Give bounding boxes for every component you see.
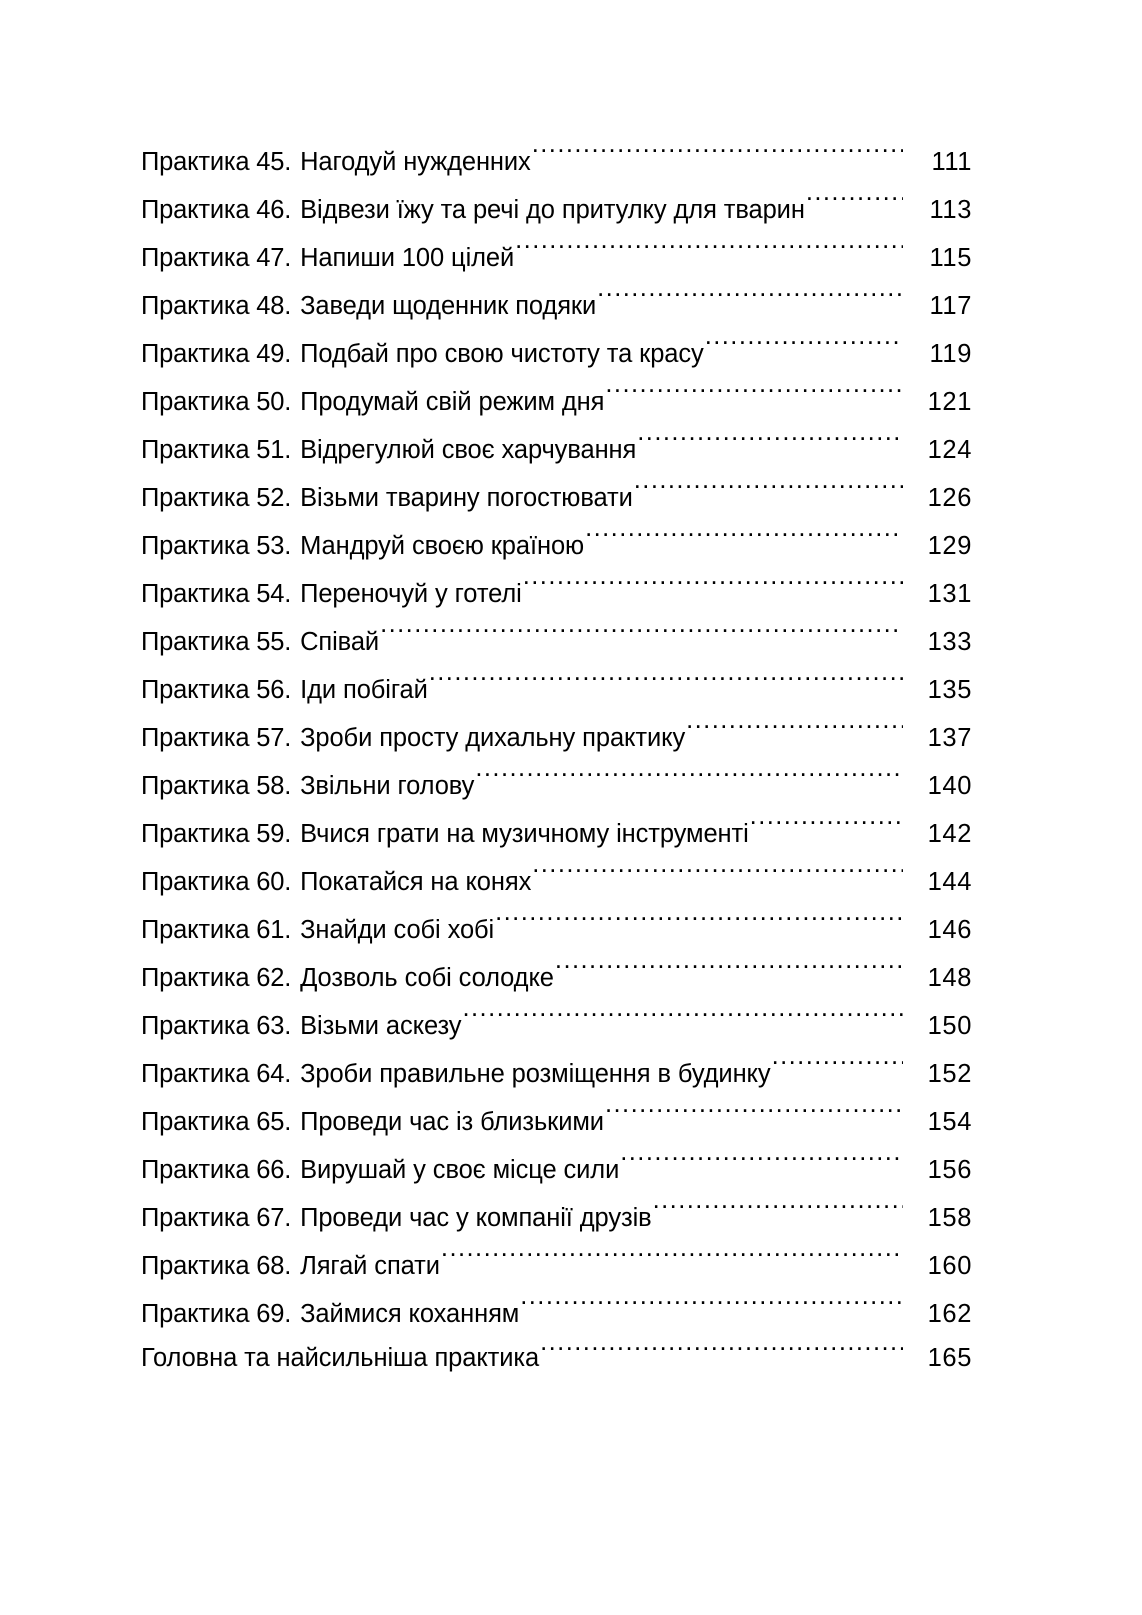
toc-entry-title: Займися коханням xyxy=(300,1300,520,1328)
toc-page-number: 165 xyxy=(927,1344,972,1372)
toc-entry-title: Знайди собі хобі xyxy=(300,916,495,944)
toc-page-number: 152 xyxy=(927,1060,972,1088)
toc-entry-title: Звільни голову xyxy=(300,772,475,800)
toc-entry[interactable] xyxy=(141,1002,972,1050)
toc-page-number: 119 xyxy=(929,340,972,368)
toc-entry-label xyxy=(141,858,531,906)
dot-leader xyxy=(705,337,903,363)
dot-leader xyxy=(634,481,903,507)
toc-page-number: 140 xyxy=(927,772,972,800)
toc-entry-title: Лягай спати xyxy=(300,1252,440,1280)
dot-leader xyxy=(806,193,903,219)
toc-page-number: 148 xyxy=(927,964,972,992)
toc-entry-number: Практика 55. xyxy=(141,628,292,656)
toc-entry-number: Практика 60. xyxy=(141,868,292,896)
toc-entry-label xyxy=(141,186,805,234)
toc-entry-label xyxy=(141,378,604,426)
toc-entry-title: Відвези їжу та речі до притулку для тварин xyxy=(300,196,805,224)
toc-page-number: 121 xyxy=(927,388,972,416)
toc-entry-number: Практика 66. xyxy=(141,1156,292,1184)
toc-entry-label xyxy=(141,330,704,378)
toc-entry-title: Заведи щоденник подяки xyxy=(300,292,597,320)
toc-page-number: 137 xyxy=(927,724,972,752)
toc-entry-number: Практика 57. xyxy=(141,724,292,752)
toc-entry[interactable] xyxy=(141,858,972,906)
toc-entry-label xyxy=(141,714,685,762)
toc-entry[interactable] xyxy=(141,330,972,378)
toc-entry-number: Практика 45. xyxy=(141,148,292,176)
toc-entry[interactable] xyxy=(141,1050,972,1098)
toc-entry-number: Практика 59. xyxy=(141,820,292,848)
toc-entry-number: Практика 69. xyxy=(141,1300,292,1328)
toc-page-number: 135 xyxy=(927,676,972,704)
toc-entry-title: Відрегулюй своє харчування xyxy=(300,436,637,464)
toc-page-number: 126 xyxy=(927,484,972,512)
toc-page-number: 111 xyxy=(931,148,972,176)
toc-page-number: 158 xyxy=(927,1204,972,1232)
toc-page-number: 160 xyxy=(927,1252,972,1280)
toc-entry[interactable] xyxy=(141,618,972,666)
table-of-contents xyxy=(141,138,972,1380)
toc-page-number: 162 xyxy=(927,1300,972,1328)
toc-entry-title: Співай xyxy=(300,628,380,656)
toc-entry-title: Вчися грати на музичному інструменті xyxy=(300,820,749,848)
toc-entry[interactable] xyxy=(141,666,972,714)
dot-leader xyxy=(637,433,903,459)
toc-entry-title: Візьми аскезу xyxy=(300,1012,462,1040)
toc-entry-label xyxy=(141,1242,440,1290)
toc-page-number: 154 xyxy=(927,1108,972,1136)
dot-leader xyxy=(495,913,903,939)
dot-leader xyxy=(620,1153,903,1179)
toc-entry-label xyxy=(141,1002,461,1050)
toc-page-number: 133 xyxy=(927,628,972,656)
toc-page-number: 117 xyxy=(929,292,972,320)
toc-entry-title: Візьми тварину погостювати xyxy=(300,484,633,512)
toc-entry-label xyxy=(141,474,633,522)
dot-leader xyxy=(750,817,903,843)
toc-entry[interactable] xyxy=(141,570,972,618)
toc-entry-label xyxy=(141,810,749,858)
toc-entry-title: Продумай свій режим дня xyxy=(300,388,605,416)
toc-page-number: 129 xyxy=(927,532,972,560)
toc-entry-label xyxy=(141,906,494,954)
toc-entry-number: Практика 62. xyxy=(141,964,292,992)
dot-leader xyxy=(540,1341,903,1367)
toc-entry-title: Вирушай у своє місце сили xyxy=(300,1156,620,1184)
toc-entry-label xyxy=(141,666,428,714)
toc-entry-label xyxy=(141,954,554,1002)
dot-leader xyxy=(475,769,903,795)
toc-entry[interactable] xyxy=(141,714,972,762)
dot-leader xyxy=(515,241,903,267)
toc-entry-title: Зроби правильне розміщення в будинку xyxy=(300,1060,771,1088)
toc-entry-number: Практика 58. xyxy=(141,772,292,800)
dot-leader xyxy=(380,625,903,651)
toc-entry-number: Практика 49. xyxy=(141,340,292,368)
toc-entry[interactable] xyxy=(141,906,972,954)
dot-leader xyxy=(441,1249,903,1275)
toc-entry-number: Практика 46. xyxy=(141,196,292,224)
toc-entry-label xyxy=(141,138,531,186)
dot-leader xyxy=(555,961,903,987)
toc-entry-title: Проведи час у компанії друзів xyxy=(300,1204,652,1232)
toc-entry-label xyxy=(141,1336,539,1380)
toc-entry-number: Практика 53. xyxy=(141,532,292,560)
dot-leader xyxy=(605,1105,903,1131)
dot-leader xyxy=(532,145,903,171)
toc-entry[interactable] xyxy=(141,954,972,1002)
toc-entry[interactable] xyxy=(141,1336,972,1380)
toc-entry[interactable] xyxy=(141,1242,972,1290)
toc-entry-title: Проведи час із близькими xyxy=(300,1108,604,1136)
toc-entry-number: Практика 56. xyxy=(141,676,292,704)
dot-leader xyxy=(597,289,903,315)
toc-entry-number: Практика 50. xyxy=(141,388,292,416)
toc-entry-title: Переночуй у готелі xyxy=(300,580,522,608)
toc-entry-number: Практика 47. xyxy=(141,244,292,272)
toc-entry[interactable] xyxy=(141,810,972,858)
toc-page-number: 142 xyxy=(927,820,972,848)
toc-entry-number: Практика 64. xyxy=(141,1060,292,1088)
dot-leader xyxy=(520,1297,903,1323)
toc-entry-label xyxy=(141,1098,604,1146)
toc-entry-label xyxy=(141,1146,619,1194)
dot-leader xyxy=(772,1057,903,1083)
toc-entry[interactable] xyxy=(141,1290,972,1338)
toc-entry-number: Практика 65. xyxy=(141,1108,292,1136)
toc-page-number: 146 xyxy=(927,916,972,944)
toc-entry[interactable] xyxy=(141,1146,972,1194)
toc-entry[interactable] xyxy=(141,522,972,570)
toc-entry[interactable] xyxy=(141,138,972,186)
toc-entry-number: Практика 61. xyxy=(141,916,292,944)
toc-entry-title: Іди побігай xyxy=(300,676,428,704)
toc-entry-label xyxy=(141,570,522,618)
toc-entry-title: Дозволь собі солодке xyxy=(300,964,554,992)
toc-entry[interactable] xyxy=(141,378,972,426)
dot-leader xyxy=(686,721,903,747)
toc-entry-number: Практика 63. xyxy=(141,1012,292,1040)
dot-leader xyxy=(462,1009,903,1035)
toc-entry[interactable] xyxy=(141,234,972,282)
toc-entry[interactable] xyxy=(141,186,972,234)
toc-page-number: 113 xyxy=(929,196,972,224)
toc-entry-title: Головна та найсильніша практика xyxy=(141,1344,540,1372)
toc-entry-number: Практика 68. xyxy=(141,1252,292,1280)
dot-leader xyxy=(429,673,903,699)
toc-entry-title: Нагодуй нужденних xyxy=(300,148,531,176)
toc-entry-title: Напиши 100 цілей xyxy=(300,244,515,272)
toc-entry-label xyxy=(141,282,596,330)
toc-page-number: 131 xyxy=(927,580,972,608)
toc-entry[interactable] xyxy=(141,282,972,330)
toc-entry[interactable] xyxy=(141,762,972,810)
toc-entry-label xyxy=(141,1194,652,1242)
toc-entry-label xyxy=(141,234,514,282)
toc-entry-number: Практика 52. xyxy=(141,484,292,512)
toc-entry-label xyxy=(141,522,584,570)
toc-page-number: 124 xyxy=(927,436,972,464)
toc-entry-label xyxy=(141,1290,519,1338)
toc-entry-label xyxy=(141,762,474,810)
toc-entry-title: Мандруй своєю країною xyxy=(300,532,585,560)
toc-page-number: 144 xyxy=(927,868,972,896)
toc-entry[interactable] xyxy=(141,426,972,474)
toc-entry-title: Зроби просту дихальну практику xyxy=(300,724,686,752)
toc-entry-number: Практика 54. xyxy=(141,580,292,608)
toc-entry[interactable] xyxy=(141,1194,972,1242)
toc-entry-title: Покатайся на конях xyxy=(300,868,532,896)
dot-leader xyxy=(653,1201,903,1227)
toc-entry-number: Практика 48. xyxy=(141,292,292,320)
toc-page-number: 150 xyxy=(927,1012,972,1040)
dot-leader xyxy=(532,865,903,891)
toc-entry-label xyxy=(141,426,636,474)
toc-entry-label xyxy=(141,618,379,666)
toc-entry-number: Практика 67. xyxy=(141,1204,292,1232)
toc-entry-number: Практика 51. xyxy=(141,436,292,464)
toc-entry-title: Подбай про свою чистоту та красу xyxy=(300,340,704,368)
dot-leader xyxy=(605,385,903,411)
toc-page-number: 156 xyxy=(927,1156,972,1184)
dot-leader xyxy=(523,577,903,603)
toc-page-number: 115 xyxy=(929,244,972,272)
toc-entry-label xyxy=(141,1050,771,1098)
dot-leader xyxy=(585,529,903,555)
toc-entry[interactable] xyxy=(141,1098,972,1146)
toc-entry[interactable] xyxy=(141,474,972,522)
